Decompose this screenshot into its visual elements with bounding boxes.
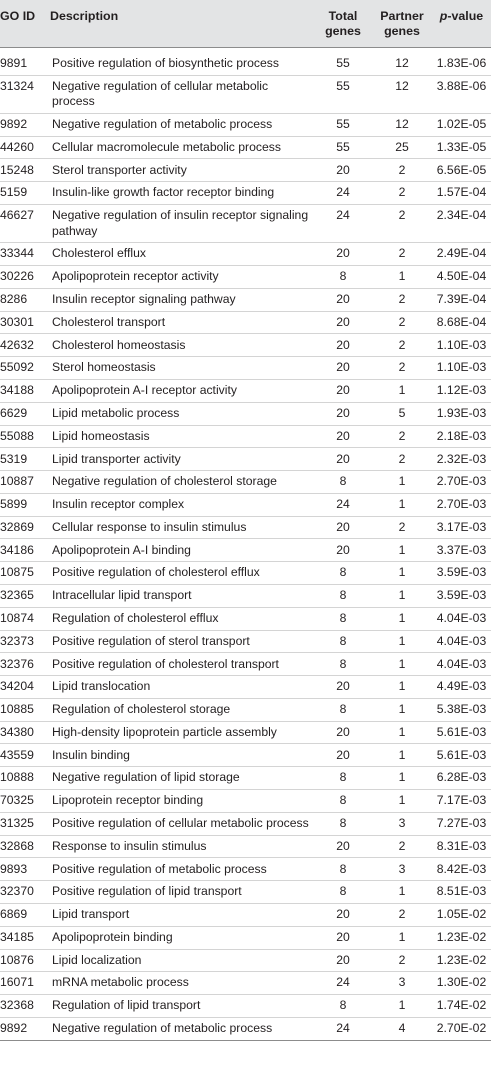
table-row — [0, 266, 491, 289]
cell-total-genes: 8 — [314, 653, 372, 676]
cell-total-genes: 24 — [314, 972, 372, 995]
cell-p-value: 3.88E-06 — [432, 75, 491, 113]
cell-partner-genes: 2 — [372, 288, 432, 311]
cell-go-id: 9892 — [0, 1017, 50, 1040]
cell-p-value: 1.74E-02 — [432, 995, 491, 1018]
cell-go-id: 16071 — [0, 972, 50, 995]
cell-p-value: 1.05E-02 — [432, 903, 491, 926]
cell-partner-genes: 2 — [372, 425, 432, 448]
cell-total-genes: 8 — [314, 585, 372, 608]
cell-p-value: 1.83E-06 — [432, 48, 491, 76]
table-row — [0, 972, 491, 995]
table-header — [0, 0, 491, 48]
cell-p-value: 5.38E-03 — [432, 698, 491, 721]
cell-go-id: 8286 — [0, 288, 50, 311]
cell-p-value: 1.12E-03 — [432, 379, 491, 402]
table-row — [0, 471, 491, 494]
table-row — [0, 402, 491, 425]
cell-description: Cholesterol homeostasis — [50, 334, 314, 357]
cell-total-genes: 8 — [314, 266, 372, 289]
cell-total-genes: 20 — [314, 288, 372, 311]
table-row — [0, 630, 491, 653]
cell-description: Apolipoprotein A-I receptor activity — [50, 379, 314, 402]
table-row — [0, 607, 491, 630]
cell-go-id: 42632 — [0, 334, 50, 357]
cell-partner-genes: 1 — [372, 379, 432, 402]
table-row — [0, 448, 491, 471]
table-row — [0, 159, 491, 182]
cell-partner-genes: 1 — [372, 744, 432, 767]
cell-p-value: 3.17E-03 — [432, 516, 491, 539]
header-partner-genes: Partner genes — [372, 0, 432, 48]
cell-go-id: 10887 — [0, 471, 50, 494]
cell-partner-genes: 3 — [372, 858, 432, 881]
cell-total-genes: 20 — [314, 357, 372, 380]
cell-partner-genes: 1 — [372, 790, 432, 813]
cell-description: Sterol transporter activity — [50, 159, 314, 182]
cell-partner-genes: 1 — [372, 585, 432, 608]
cell-partner-genes: 1 — [372, 630, 432, 653]
table-row — [0, 903, 491, 926]
cell-partner-genes: 2 — [372, 949, 432, 972]
cell-partner-genes: 2 — [372, 448, 432, 471]
cell-description: Positive regulation of cholesterol efflux — [50, 562, 314, 585]
cell-total-genes: 20 — [314, 539, 372, 562]
table-row — [0, 75, 491, 113]
cell-partner-genes: 2 — [372, 516, 432, 539]
cell-total-genes: 8 — [314, 858, 372, 881]
cell-p-value: 2.70E-03 — [432, 493, 491, 516]
cell-partner-genes: 3 — [372, 972, 432, 995]
cell-p-value: 6.56E-05 — [432, 159, 491, 182]
cell-p-value: 8.31E-03 — [432, 835, 491, 858]
table-row — [0, 949, 491, 972]
cell-go-id: 46627 — [0, 205, 50, 243]
cell-p-value: 2.32E-03 — [432, 448, 491, 471]
cell-go-id: 5319 — [0, 448, 50, 471]
cell-p-value: 2.70E-03 — [432, 471, 491, 494]
cell-total-genes: 8 — [314, 767, 372, 790]
cell-partner-genes: 1 — [372, 767, 432, 790]
cell-go-id: 34186 — [0, 539, 50, 562]
cell-partner-genes: 2 — [372, 182, 432, 205]
cell-description: Lipoprotein receptor binding — [50, 790, 314, 813]
cell-go-id: 10875 — [0, 562, 50, 585]
cell-description: Positive regulation of cholesterol transport — [50, 653, 314, 676]
cell-total-genes: 24 — [314, 182, 372, 205]
cell-total-genes: 55 — [314, 113, 372, 136]
cell-go-id: 10885 — [0, 698, 50, 721]
cell-total-genes: 8 — [314, 812, 372, 835]
cell-description: Negative regulation of cellular metabolic process — [50, 75, 314, 113]
cell-go-id: 33344 — [0, 243, 50, 266]
cell-partner-genes: 1 — [372, 698, 432, 721]
cell-go-id: 9892 — [0, 113, 50, 136]
cell-total-genes: 20 — [314, 516, 372, 539]
cell-partner-genes: 1 — [372, 721, 432, 744]
cell-go-id: 30301 — [0, 311, 50, 334]
table-row — [0, 858, 491, 881]
table-row — [0, 516, 491, 539]
cell-p-value: 6.28E-03 — [432, 767, 491, 790]
cell-total-genes: 55 — [314, 48, 372, 76]
cell-partner-genes: 3 — [372, 812, 432, 835]
cell-partner-genes: 1 — [372, 562, 432, 585]
cell-partner-genes: 12 — [372, 75, 432, 113]
cell-description: mRNA metabolic process — [50, 972, 314, 995]
cell-p-value: 4.04E-03 — [432, 653, 491, 676]
cell-p-value: 1.57E-04 — [432, 182, 491, 205]
cell-total-genes: 55 — [314, 136, 372, 159]
cell-partner-genes: 1 — [372, 539, 432, 562]
table-row — [0, 676, 491, 699]
cell-go-id: 34380 — [0, 721, 50, 744]
header-p-value — [432, 0, 491, 48]
cell-p-value: 1.10E-03 — [432, 357, 491, 380]
cell-partner-genes: 1 — [372, 995, 432, 1018]
table-row — [0, 493, 491, 516]
cell-partner-genes: 2 — [372, 334, 432, 357]
cell-partner-genes: 2 — [372, 835, 432, 858]
cell-description: Apolipoprotein receptor activity — [50, 266, 314, 289]
cell-total-genes: 20 — [314, 379, 372, 402]
cell-description: Negative regulation of insulin receptor signaling pathway — [50, 205, 314, 243]
cell-total-genes: 20 — [314, 926, 372, 949]
cell-description: Insulin receptor complex — [50, 493, 314, 516]
table-body — [0, 48, 491, 1041]
cell-total-genes: 8 — [314, 562, 372, 585]
cell-p-value: 7.17E-03 — [432, 790, 491, 813]
table-row — [0, 812, 491, 835]
table-row — [0, 653, 491, 676]
cell-p-value: 4.49E-03 — [432, 676, 491, 699]
table-row — [0, 995, 491, 1018]
cell-partner-genes: 1 — [372, 607, 432, 630]
cell-go-id: 32376 — [0, 653, 50, 676]
cell-go-id: 34185 — [0, 926, 50, 949]
cell-go-id: 10888 — [0, 767, 50, 790]
cell-description: Negative regulation of metabolic process — [50, 1017, 314, 1040]
cell-total-genes: 20 — [314, 835, 372, 858]
cell-partner-genes: 5 — [372, 402, 432, 425]
cell-go-id: 44260 — [0, 136, 50, 159]
cell-p-value: 7.27E-03 — [432, 812, 491, 835]
cell-partner-genes: 12 — [372, 113, 432, 136]
cell-total-genes: 8 — [314, 698, 372, 721]
cell-p-value: 3.59E-03 — [432, 585, 491, 608]
cell-total-genes: 20 — [314, 402, 372, 425]
cell-description: Insulin binding — [50, 744, 314, 767]
cell-p-value: 4.04E-03 — [432, 630, 491, 653]
cell-go-id: 32869 — [0, 516, 50, 539]
cell-go-id: 32365 — [0, 585, 50, 608]
cell-p-value: 1.23E-02 — [432, 926, 491, 949]
cell-description: Lipid transporter activity — [50, 448, 314, 471]
cell-description: Insulin receptor signaling pathway — [50, 288, 314, 311]
cell-p-value: 5.61E-03 — [432, 744, 491, 767]
cell-description: Positive regulation of cellular metabolic process — [50, 812, 314, 835]
cell-go-id: 32868 — [0, 835, 50, 858]
cell-go-id: 6869 — [0, 903, 50, 926]
cell-p-value: 1.02E-05 — [432, 113, 491, 136]
cell-total-genes: 55 — [314, 75, 372, 113]
cell-total-genes: 20 — [314, 744, 372, 767]
table-row — [0, 835, 491, 858]
table-row — [0, 926, 491, 949]
cell-total-genes: 8 — [314, 630, 372, 653]
cell-p-value: 1.33E-05 — [432, 136, 491, 159]
cell-go-id: 34188 — [0, 379, 50, 402]
cell-description: Negative regulation of lipid storage — [50, 767, 314, 790]
cell-go-id: 32373 — [0, 630, 50, 653]
table-row — [0, 182, 491, 205]
cell-total-genes: 8 — [314, 607, 372, 630]
table-row — [0, 790, 491, 813]
cell-total-genes: 8 — [314, 790, 372, 813]
table-row — [0, 48, 491, 76]
cell-total-genes: 20 — [314, 311, 372, 334]
cell-total-genes: 20 — [314, 676, 372, 699]
cell-go-id: 32368 — [0, 995, 50, 1018]
table-row — [0, 881, 491, 904]
cell-description: Cellular macromolecule metabolic process — [50, 136, 314, 159]
cell-total-genes: 20 — [314, 721, 372, 744]
cell-description: Lipid transport — [50, 903, 314, 926]
cell-total-genes: 8 — [314, 471, 372, 494]
cell-go-id: 15248 — [0, 159, 50, 182]
table-row — [0, 698, 491, 721]
cell-p-value: 5.61E-03 — [432, 721, 491, 744]
cell-total-genes: 24 — [314, 205, 372, 243]
cell-p-value: 7.39E-04 — [432, 288, 491, 311]
cell-partner-genes: 1 — [372, 493, 432, 516]
cell-total-genes: 8 — [314, 995, 372, 1018]
table-row — [0, 288, 491, 311]
cell-total-genes: 20 — [314, 425, 372, 448]
table-row — [0, 113, 491, 136]
cell-p-value: 2.70E-02 — [432, 1017, 491, 1040]
table-row — [0, 539, 491, 562]
table-row — [0, 585, 491, 608]
cell-partner-genes: 2 — [372, 903, 432, 926]
cell-p-value: 8.51E-03 — [432, 881, 491, 904]
cell-partner-genes: 2 — [372, 159, 432, 182]
cell-partner-genes: 2 — [372, 243, 432, 266]
cell-partner-genes: 12 — [372, 48, 432, 76]
cell-description: Apolipoprotein A-I binding — [50, 539, 314, 562]
table-row — [0, 1017, 491, 1040]
cell-description: Cholesterol transport — [50, 311, 314, 334]
cell-p-value: 1.30E-02 — [432, 972, 491, 995]
cell-description: Cellular response to insulin stimulus — [50, 516, 314, 539]
cell-go-id: 10874 — [0, 607, 50, 630]
cell-partner-genes: 1 — [372, 926, 432, 949]
cell-total-genes: 20 — [314, 903, 372, 926]
cell-partner-genes: 1 — [372, 881, 432, 904]
cell-description: Negative regulation of cholesterol storage — [50, 471, 314, 494]
cell-partner-genes: 1 — [372, 653, 432, 676]
table-row — [0, 357, 491, 380]
cell-p-value: 2.49E-04 — [432, 243, 491, 266]
cell-p-value: 1.93E-03 — [432, 402, 491, 425]
cell-description: Cholesterol efflux — [50, 243, 314, 266]
cell-description: Apolipoprotein binding — [50, 926, 314, 949]
cell-p-value: 3.59E-03 — [432, 562, 491, 585]
cell-total-genes: 20 — [314, 243, 372, 266]
cell-go-id: 5159 — [0, 182, 50, 205]
cell-partner-genes: 2 — [372, 357, 432, 380]
cell-p-value: 8.68E-04 — [432, 311, 491, 334]
cell-description: Lipid translocation — [50, 676, 314, 699]
table-row — [0, 205, 491, 243]
header-total-genes: Total genes — [314, 0, 372, 48]
cell-total-genes: 20 — [314, 159, 372, 182]
cell-description: Lipid localization — [50, 949, 314, 972]
cell-partner-genes: 1 — [372, 471, 432, 494]
cell-go-id: 9891 — [0, 48, 50, 76]
cell-description: Sterol homeostasis — [50, 357, 314, 380]
cell-total-genes: 20 — [314, 448, 372, 471]
cell-description: High-density lipoprotein particle assembly — [50, 721, 314, 744]
cell-go-id: 31325 — [0, 812, 50, 835]
cell-p-value: 2.34E-04 — [432, 205, 491, 243]
cell-go-id: 55088 — [0, 425, 50, 448]
cell-total-genes: 20 — [314, 334, 372, 357]
header-p-suffix: -value — [447, 9, 484, 23]
cell-partner-genes: 2 — [372, 311, 432, 334]
cell-go-id: 55092 — [0, 357, 50, 380]
table-row — [0, 243, 491, 266]
header-p-italic: p — [439, 9, 448, 23]
cell-description: Lipid homeostasis — [50, 425, 314, 448]
cell-p-value: 1.23E-02 — [432, 949, 491, 972]
cell-partner-genes: 1 — [372, 266, 432, 289]
cell-go-id: 10876 — [0, 949, 50, 972]
cell-go-id: 32370 — [0, 881, 50, 904]
cell-partner-genes: 1 — [372, 676, 432, 699]
table-row — [0, 334, 491, 357]
cell-description: Regulation of cholesterol efflux — [50, 607, 314, 630]
cell-description: Negative regulation of metabolic process — [50, 113, 314, 136]
cell-description: Positive regulation of sterol transport — [50, 630, 314, 653]
cell-description: Positive regulation of lipid transport — [50, 881, 314, 904]
cell-go-id: 31324 — [0, 75, 50, 113]
cell-p-value: 8.42E-03 — [432, 858, 491, 881]
cell-p-value: 4.50E-04 — [432, 266, 491, 289]
cell-p-value: 1.10E-03 — [432, 334, 491, 357]
table-row — [0, 744, 491, 767]
header-description: Description — [50, 0, 314, 48]
cell-description: Positive regulation of biosynthetic process — [50, 48, 314, 76]
cell-total-genes: 8 — [314, 881, 372, 904]
cell-p-value: 3.37E-03 — [432, 539, 491, 562]
cell-description: Lipid metabolic process — [50, 402, 314, 425]
cell-go-id: 9893 — [0, 858, 50, 881]
cell-go-id: 34204 — [0, 676, 50, 699]
cell-partner-genes: 4 — [372, 1017, 432, 1040]
cell-description: Insulin-like growth factor receptor binding — [50, 182, 314, 205]
cell-p-value: 2.18E-03 — [432, 425, 491, 448]
cell-total-genes: 20 — [314, 949, 372, 972]
cell-description: Response to insulin stimulus — [50, 835, 314, 858]
cell-description: Positive regulation of metabolic process — [50, 858, 314, 881]
cell-description: Intracellular lipid transport — [50, 585, 314, 608]
cell-go-id: 43559 — [0, 744, 50, 767]
cell-description: Regulation of cholesterol storage — [50, 698, 314, 721]
header-row — [0, 0, 491, 48]
cell-partner-genes: 25 — [372, 136, 432, 159]
table-row — [0, 379, 491, 402]
cell-total-genes: 24 — [314, 1017, 372, 1040]
table-row — [0, 425, 491, 448]
table-row — [0, 562, 491, 585]
table-row — [0, 721, 491, 744]
header-go-id: GO ID — [0, 0, 50, 48]
table-row — [0, 311, 491, 334]
cell-partner-genes: 2 — [372, 205, 432, 243]
table-row — [0, 767, 491, 790]
cell-total-genes: 24 — [314, 493, 372, 516]
cell-go-id: 30226 — [0, 266, 50, 289]
cell-go-id: 5899 — [0, 493, 50, 516]
cell-go-id: 70325 — [0, 790, 50, 813]
cell-go-id: 6629 — [0, 402, 50, 425]
table-row — [0, 136, 491, 159]
cell-p-value: 4.04E-03 — [432, 607, 491, 630]
cell-description: Regulation of lipid transport — [50, 995, 314, 1018]
